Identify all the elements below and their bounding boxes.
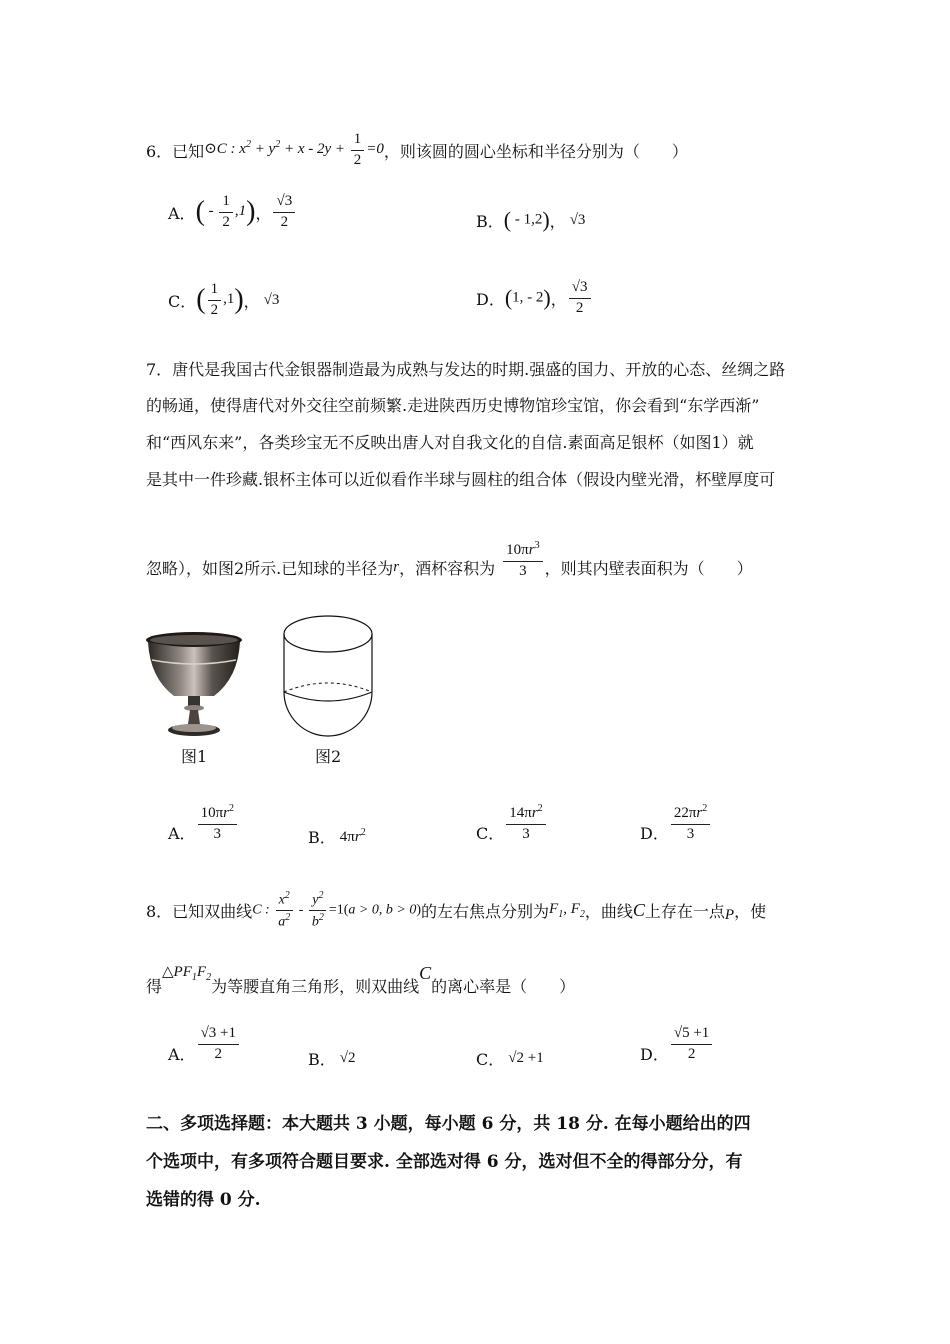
option-label: C． bbox=[476, 823, 505, 843]
option-label: D． bbox=[640, 823, 669, 843]
q7-line-3: 和“西风东来”，各类珍宝无不反映出唐人对自我文化的自信.素面高足银杯（如图1）就 bbox=[146, 433, 754, 452]
q6-equation: ⊙C : $x^2 + y^2 + x - 2y$ + $\frac{1}{2}$ =0 bbox=[204, 131, 384, 168]
option-label: D． bbox=[640, 1044, 669, 1064]
option-label: B． bbox=[308, 827, 336, 847]
q8-option-b[interactable]: B． √2 bbox=[308, 1040, 356, 1076]
section-2-line-3: 选错的得 0 分. bbox=[146, 1190, 261, 1210]
q7-option-d[interactable]: D． $\frac{22\pi r^2}{3}$ bbox=[640, 800, 712, 846]
q7-option-b[interactable]: B． $4\pi r^2$ bbox=[308, 826, 366, 847]
option-label: A． bbox=[168, 1044, 196, 1064]
section-2-line-2: 个选项中，有多项符合题目要求. 全部选对得 6 分，选对但不全的得部分分，有 bbox=[146, 1152, 743, 1172]
q6-option-d[interactable]: D． (1, - 2) ， $\frac{√3}{2}$ bbox=[476, 274, 593, 322]
q7-line-5: 忽略），如图2所示.已知球的半径为 r ，酒杯容积为 $\frac{10\pi r^3}{3}$ ，则其内壁表面积为（ ） bbox=[146, 540, 753, 579]
q7-line-4: 是其中一件珍藏.银杯主体可以近似看作半球与圆柱的组合体（假设内壁光滑，杯壁厚度可 bbox=[146, 470, 776, 489]
q6-option-c[interactable]: C． ( $\frac{1}{2}$ ,1) ， √3 bbox=[168, 281, 280, 318]
option-label: C． bbox=[168, 291, 197, 311]
q8-line-1: 8．已知双曲线 C : $\frac{x^2}{a^2}$ - $\frac{y^2}{b^2}$ =1(a > 0, b > 0) 的左右焦点分别为 $F_1$, $F_2$ ，曲线 C 上存在一点 P ，使 bbox=[146, 889, 767, 930]
section-2-line-1: 二、多项选择题：本大题共 3 小题，每小题 6 分，共 18 分. 在每小题给出的四 bbox=[146, 1114, 751, 1134]
q7-line-1: 7．唐代是我国古代金银器制造最为成熟与发达的时期.强盛的国力、开放的心态、丝绸之路 bbox=[146, 360, 786, 379]
q8-option-a[interactable]: A． $\frac{√3 +1}{2}$ bbox=[168, 1020, 241, 1068]
q8-option-d[interactable]: D． $\frac{√5 +1}{2}$ bbox=[640, 1020, 714, 1068]
q6-option-a[interactable]: A． ( - $\frac{1}{2}$ ,1) ， $\frac{√3}{2}$ bbox=[168, 190, 297, 234]
q6-prefix: 6．已知 bbox=[146, 141, 205, 161]
figure-1-caption: 图1 bbox=[181, 747, 208, 766]
circle-symbol: ⊙ bbox=[204, 141, 217, 158]
option-label: B． bbox=[476, 211, 504, 231]
figure-2-caption: 图2 bbox=[315, 747, 342, 766]
option-label: A． bbox=[168, 823, 196, 843]
q7-option-c[interactable]: C． $\frac{14\pi r^2}{3}$ bbox=[476, 800, 548, 846]
option-label: D． bbox=[476, 289, 505, 309]
q6-suffix: ，则该圆的圆心坐标和半径分别为（ ） bbox=[383, 141, 688, 161]
figure-1-silver-cup bbox=[144, 630, 248, 738]
q7-line-2: 的畅通，使得唐代对外交往空前频繁.走进陕西历史博物馆珍宝馆，你会看到“东学西渐” bbox=[146, 396, 760, 415]
q8-line-2: 得 $\triangle PF_1F_2$ 为等腰直角三角形，则双曲线 C 的离心率是（ ） bbox=[146, 962, 576, 996]
option-label: C． bbox=[476, 1049, 505, 1069]
option-label: B． bbox=[308, 1049, 336, 1069]
figure-2-diagram bbox=[280, 612, 376, 740]
q6-option-b[interactable]: B． ( - 1,2) ， √3 bbox=[476, 207, 586, 232]
q6-stem bbox=[146, 132, 688, 168]
option-label: A． bbox=[168, 203, 196, 223]
q8-option-c[interactable]: C． √2 +1 bbox=[476, 1040, 544, 1076]
q7-option-a[interactable]: A． $\frac{10\pi r^2}{3}$ bbox=[168, 800, 239, 846]
